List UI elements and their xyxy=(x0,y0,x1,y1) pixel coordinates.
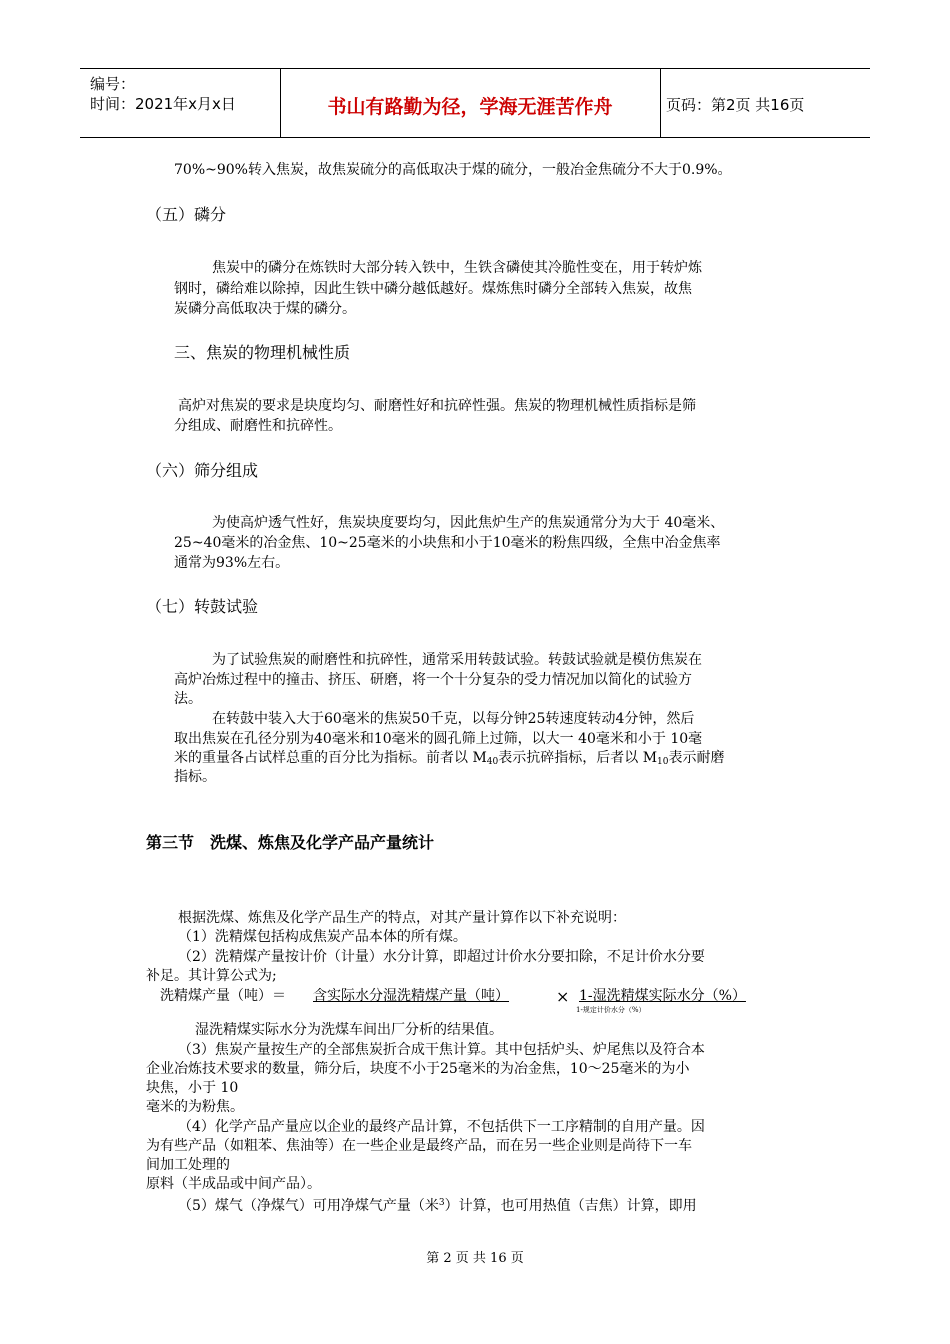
paragraph-intro: 根据洗煤、炼焦及化学产品生产的特点，对其产量计算作以下补充说明： xyxy=(178,910,626,926)
item-4-line1: （4）化学产品产量应以企业的最终产品计算，不包括供下一工序精制的自用产量。因 xyxy=(178,1119,705,1135)
doc-date-label: 时间：2021年x月x日 xyxy=(90,95,236,113)
cubic-superscript: 3 xyxy=(438,1198,445,1208)
doc-code-label: 编号： xyxy=(90,75,136,93)
paragraph-sulfur-continued: 70%~90%转入焦炭，故焦炭硫分的高低取决于煤的硫分，一般冶金焦硫分不大于0.9%。 xyxy=(174,162,732,178)
header-page-cell xyxy=(660,69,870,137)
paragraph-phosphorus-line1: 焦炭中的磷分在炼铁时大部分转入铁中，生铁含磷使其冷脆性变在，用于转炉炼 xyxy=(212,260,702,276)
item-3-line2: 企业冶炼技术要求的数量，筛分后，块度不小于25毫米的为冶金焦，10～25毫米的为小 xyxy=(146,1061,690,1077)
heading-phosphorus: （五）磷分 xyxy=(146,205,227,224)
item-1: （1）洗精煤包括构成焦炭产品本体的所有煤。 xyxy=(178,929,467,945)
heading-physical-properties: 三、焦炭的物理机械性质 xyxy=(174,343,351,362)
drum-line6-part3: 表示耐磨 xyxy=(668,750,725,766)
item-5-line1 xyxy=(178,1193,697,1216)
paragraph-physical-line2: 分组成、耐磨性和抗碎性。 xyxy=(174,418,342,434)
motto-text: 书山有路勤为径，学海无涯苦作舟 xyxy=(327,96,613,118)
header-motto-cell xyxy=(280,69,661,137)
formula-denominator: 1-规定计价水分（%） xyxy=(576,1006,646,1014)
formula-term1: 含实际水分湿洗精煤产量（吨） xyxy=(313,988,509,1004)
page-number-label: 页码：第2页 共16页 xyxy=(666,96,805,114)
paragraph-drum-line2: 高炉冶炼过程中的撞击、挤压、研磨，将一个十分复杂的受力情况加以简化的试验方 xyxy=(174,672,692,688)
page-footer: 第 2 页 共 16 页 xyxy=(426,1251,524,1266)
header-info-cell xyxy=(80,69,281,137)
drum-line6-part1: 米的重量各占试样总重的百分比为指标。前者以 M xyxy=(174,750,487,766)
paragraph-drum-line1: 为了试验焦炭的耐磨性和抗碎性，通常采用转鼓试验。转鼓试验就是模仿焦炭在 xyxy=(212,652,702,668)
paragraph-sieve-line1: 为使高炉透气性好，焦炭块度要均匀，因此焦炉生产的焦炭通常分为大于 40毫米、 xyxy=(212,515,725,531)
heading-sieve-composition: （六）筛分组成 xyxy=(146,461,259,480)
item-3-line4: 毫米的为粉焦。 xyxy=(146,1099,244,1115)
m10-subscript: 10 xyxy=(657,757,669,767)
item-2-line2: 补足。其计算公式为; xyxy=(146,968,277,984)
paragraph-drum-line7: 指标。 xyxy=(174,769,216,785)
paragraph-physical-line1: 高炉对焦炭的要求是块度均匀、耐磨性好和抗碎性强。焦炭的物理机械性质指标是筛 xyxy=(178,398,696,414)
item-4-line4: 原料（半成品或中间产品）。 xyxy=(146,1176,321,1192)
paragraph-drum-line3: 法。 xyxy=(174,691,202,707)
item-3-line1: （3）焦炭产量按生产的全部焦炭折合成干焦计算。其中包括炉头、炉尾焦以及符合本 xyxy=(178,1042,705,1058)
item-4-line3: 间加工处理的 xyxy=(146,1157,230,1173)
heading-drum-test: （七）转鼓试验 xyxy=(146,597,259,616)
item-5-part2: ）计算，也可用热值（吉焦）计算，即用 xyxy=(444,1198,697,1214)
paragraph-phosphorus-line2: 钢时，磷给难以除掉，因此生铁中磷分越低越好。煤炼焦时磷分全部转入焦炭，故焦 xyxy=(174,281,692,297)
paragraph-phosphorus-line3: 炭磷分高低取决于煤的磷分。 xyxy=(174,301,356,317)
paragraph-moisture: 湿洗精煤实际水分为洗煤车间出厂分析的结果值。 xyxy=(195,1022,503,1038)
section-heading-3: 第三节 洗煤、炼焦及化学产品产量统计 xyxy=(146,833,435,852)
item-5-part1: （5）煤气（净煤气）可用净煤气产量（米 xyxy=(178,1198,439,1214)
formula-times: × xyxy=(556,987,570,1006)
item-2-line1: （2）洗精煤产量按计价（计量）水分计算，即超过计价水分要扣除，不足计价水分要 xyxy=(178,949,705,965)
page-header xyxy=(80,68,870,138)
paragraph-sieve-line2: 25~40毫米的冶金焦、10~25毫米的小块焦和小于10毫米的粉焦四级，全焦中冶金焦率 xyxy=(174,535,721,551)
paragraph-drum-line6 xyxy=(174,748,725,772)
paragraph-drum-line4: 在转鼓中装入大于60毫米的焦炭50千克，以每分钟25转速度转动4分钟，然后 xyxy=(212,711,695,727)
formula-left-side: 洗精煤产量（吨）＝ xyxy=(160,988,286,1004)
paragraph-sieve-line3: 通常为93%左右。 xyxy=(174,555,290,571)
item-3-line3: 块焦，小于 10 xyxy=(146,1080,239,1096)
item-4-line2: 为有些产品（如粗苯、焦油等）在一些企业是最终产品，而在另一些企业则是尚待下一车 xyxy=(146,1138,692,1154)
m40-subscript: 40 xyxy=(486,757,499,767)
paragraph-drum-line5: 取出焦炭在孔径分别为40毫米和10毫米的圆孔筛上过筛，以大一 40毫米和小于 10毫 xyxy=(174,731,703,747)
drum-line6-part2: 表示抗碎指标，后者以 M xyxy=(498,750,658,766)
formula-term2: 1-湿洗精煤实际水分（%） xyxy=(579,988,746,1004)
